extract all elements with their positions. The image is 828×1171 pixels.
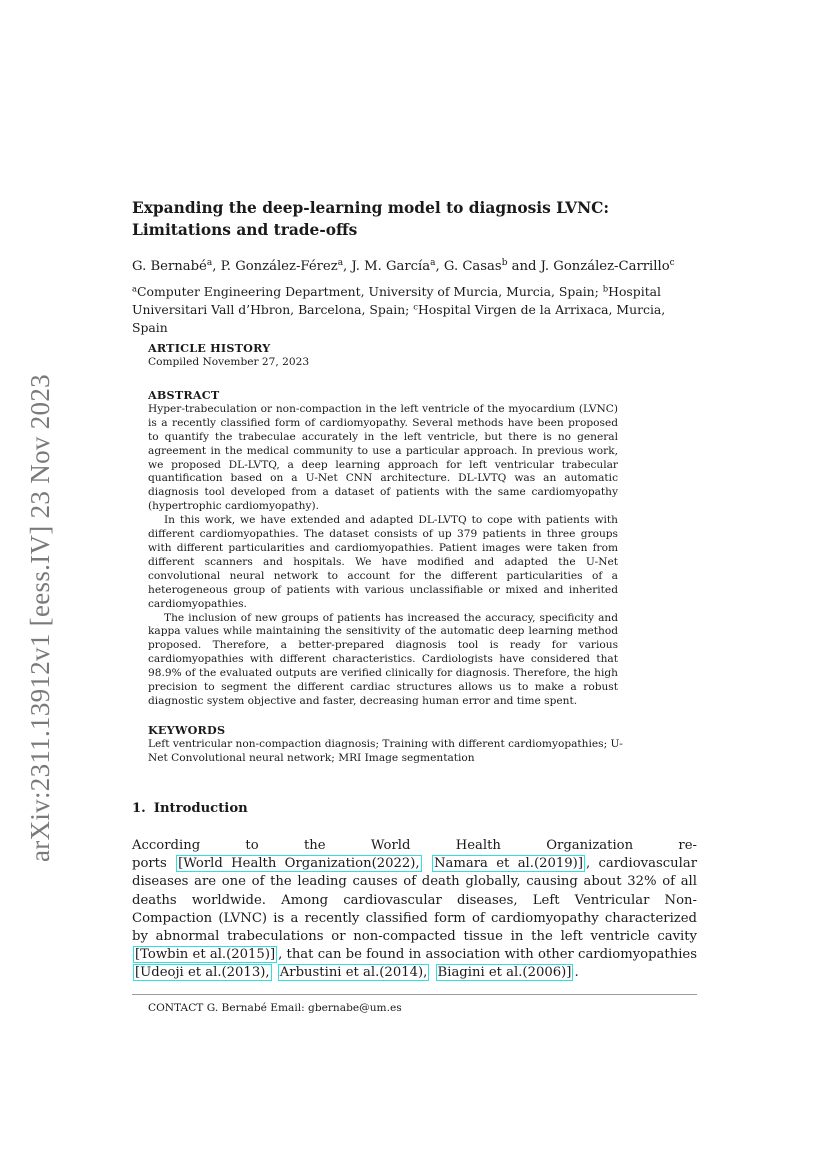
author: G. Bernabé$^a$, xyxy=(132,258,221,274)
citation-link[interactable]: Namara et al.(2019)] xyxy=(433,856,583,872)
affiliations: $^a$Computer Engineering Department, University of Murcia, Murcia, Spain; $^b$Hospital Universitari Vall d’Hbron, Barcelona, Spain; $^c$Hospital Virgen de la Arrixaca, Murcia, Spain xyxy=(132,283,666,335)
author: P. González-Férez$^a$, xyxy=(220,258,352,274)
author: J. González-Carrillo$^c$ xyxy=(540,258,675,274)
section-number: 1. xyxy=(132,801,146,816)
footnote-rule xyxy=(132,994,697,995)
citation-link[interactable]: [World Health Organization(2022), xyxy=(178,856,420,872)
citation-link[interactable]: [Towbin et al.(2015)] xyxy=(135,947,276,963)
arxiv-side-stamp: arXiv:2311.13912v1 [eess.IV] 23 Nov 2023 xyxy=(25,374,55,862)
abstract-paragraph: In this work, we have extended and adapted DL-LVTQ to cope with patients with different cardiomyopathies. The dataset consists of up 379 patients in three groups with different particularities and cardiomyopathies. Patient images were taken from different scanners and hospitals. We have modified and adapted the U-Net convolutional neural network to account for the different particularities of a heterogeneous group of patients with various unclassifiable or mixed and inherited cardiomyopathies. xyxy=(148,514,618,610)
section-title: Introduction xyxy=(153,801,248,816)
author: J. M. García$^a$, xyxy=(351,258,444,274)
keywords xyxy=(148,724,628,766)
keywords-text: Left ventricular non-compaction diagnosis; Training with different cardiomyopathies; U-Net Convolutional neural network; MRI Image segmentation xyxy=(148,737,623,764)
article-history-heading: ARTICLE HISTORY xyxy=(148,341,271,355)
abstract-paragraph: The inclusion of new groups of patients has increased the accuracy, specificity and kappa values while maintaining the sensitivity of the automatic deep learning method proposed. Therefore, a better-prepared diagnosis tool is ready for various cardiomyopathies with different characteristics. Cardiologists have considered that 98.9% of the evaluated outputs are verified clinically for diagnosis. Therefore, the high precision to segment the different cardiac structures allows us to make a robust diagnostic system objective and faster, decreasing human error and time spent. xyxy=(148,611,618,707)
keywords-heading: KEYWORDS xyxy=(148,723,226,737)
article-history xyxy=(148,342,618,370)
citation-link[interactable]: Arbustini et al.(2014), xyxy=(279,965,428,981)
abstract-paragraph: Hyper-trabeculation or non-compaction in the left ventricle of the myocardium (LVNC) is a recently classified form of cardiomyopathy. Several methods have been proposed to quantify the trabeculae accurately in the left ventricle, but there is no general agreement in the medical community to use a particular approach. In previous work, we proposed DL-LVTQ, a deep learning approach for left ventricular trabecular quantification based on a U-Net CNN architecture. DL-LVTQ was an automatic diagnosis tool developed from a dataset of patients with the same cardiomyopathy (hypertrophic cardiomyopathy). xyxy=(148,402,618,513)
author-list xyxy=(132,258,702,276)
compiled-date: Compiled November 27, 2023 xyxy=(148,355,310,368)
citation-link[interactable]: [Udeoji et al.(2013), xyxy=(135,965,270,981)
paper-title: Expanding the deep-learning model to diagnosis LVNC: Limitations and trade-offs xyxy=(132,199,610,239)
author: G. Casas$^b$ and xyxy=(443,258,541,274)
abstract-heading: ABSTRACT xyxy=(148,388,220,402)
section-heading-introduction xyxy=(132,800,248,818)
abstract xyxy=(148,389,618,709)
citation-link[interactable]: Biagini et al.(2006)] xyxy=(437,965,572,981)
introduction-paragraph: According to the World Health Organization re- ports [World Health Organization(2022), Namara et al.(2019)] , cardiovascular diseases are one of the leading causes of death globally, causing about 32% of all deaths worldwide. Among cardiovascular diseases, Left Ventricular Non-Compaction (LVNC) is a recently classified form of cardiomyopathy characterized by abnormal trabeculations or non-compacted tissue in the left ventricle cavity [Towbin et al.(2015)] , that can be found in association with other cardiomyopathies [Udeoji et al.(2013), Arbustini et al.(2014), Biagini et al.(2006)] . xyxy=(132,838,697,981)
contact-footnote: CONTACT G. Bernabé Email: gbernabe@um.es xyxy=(148,1002,402,1014)
